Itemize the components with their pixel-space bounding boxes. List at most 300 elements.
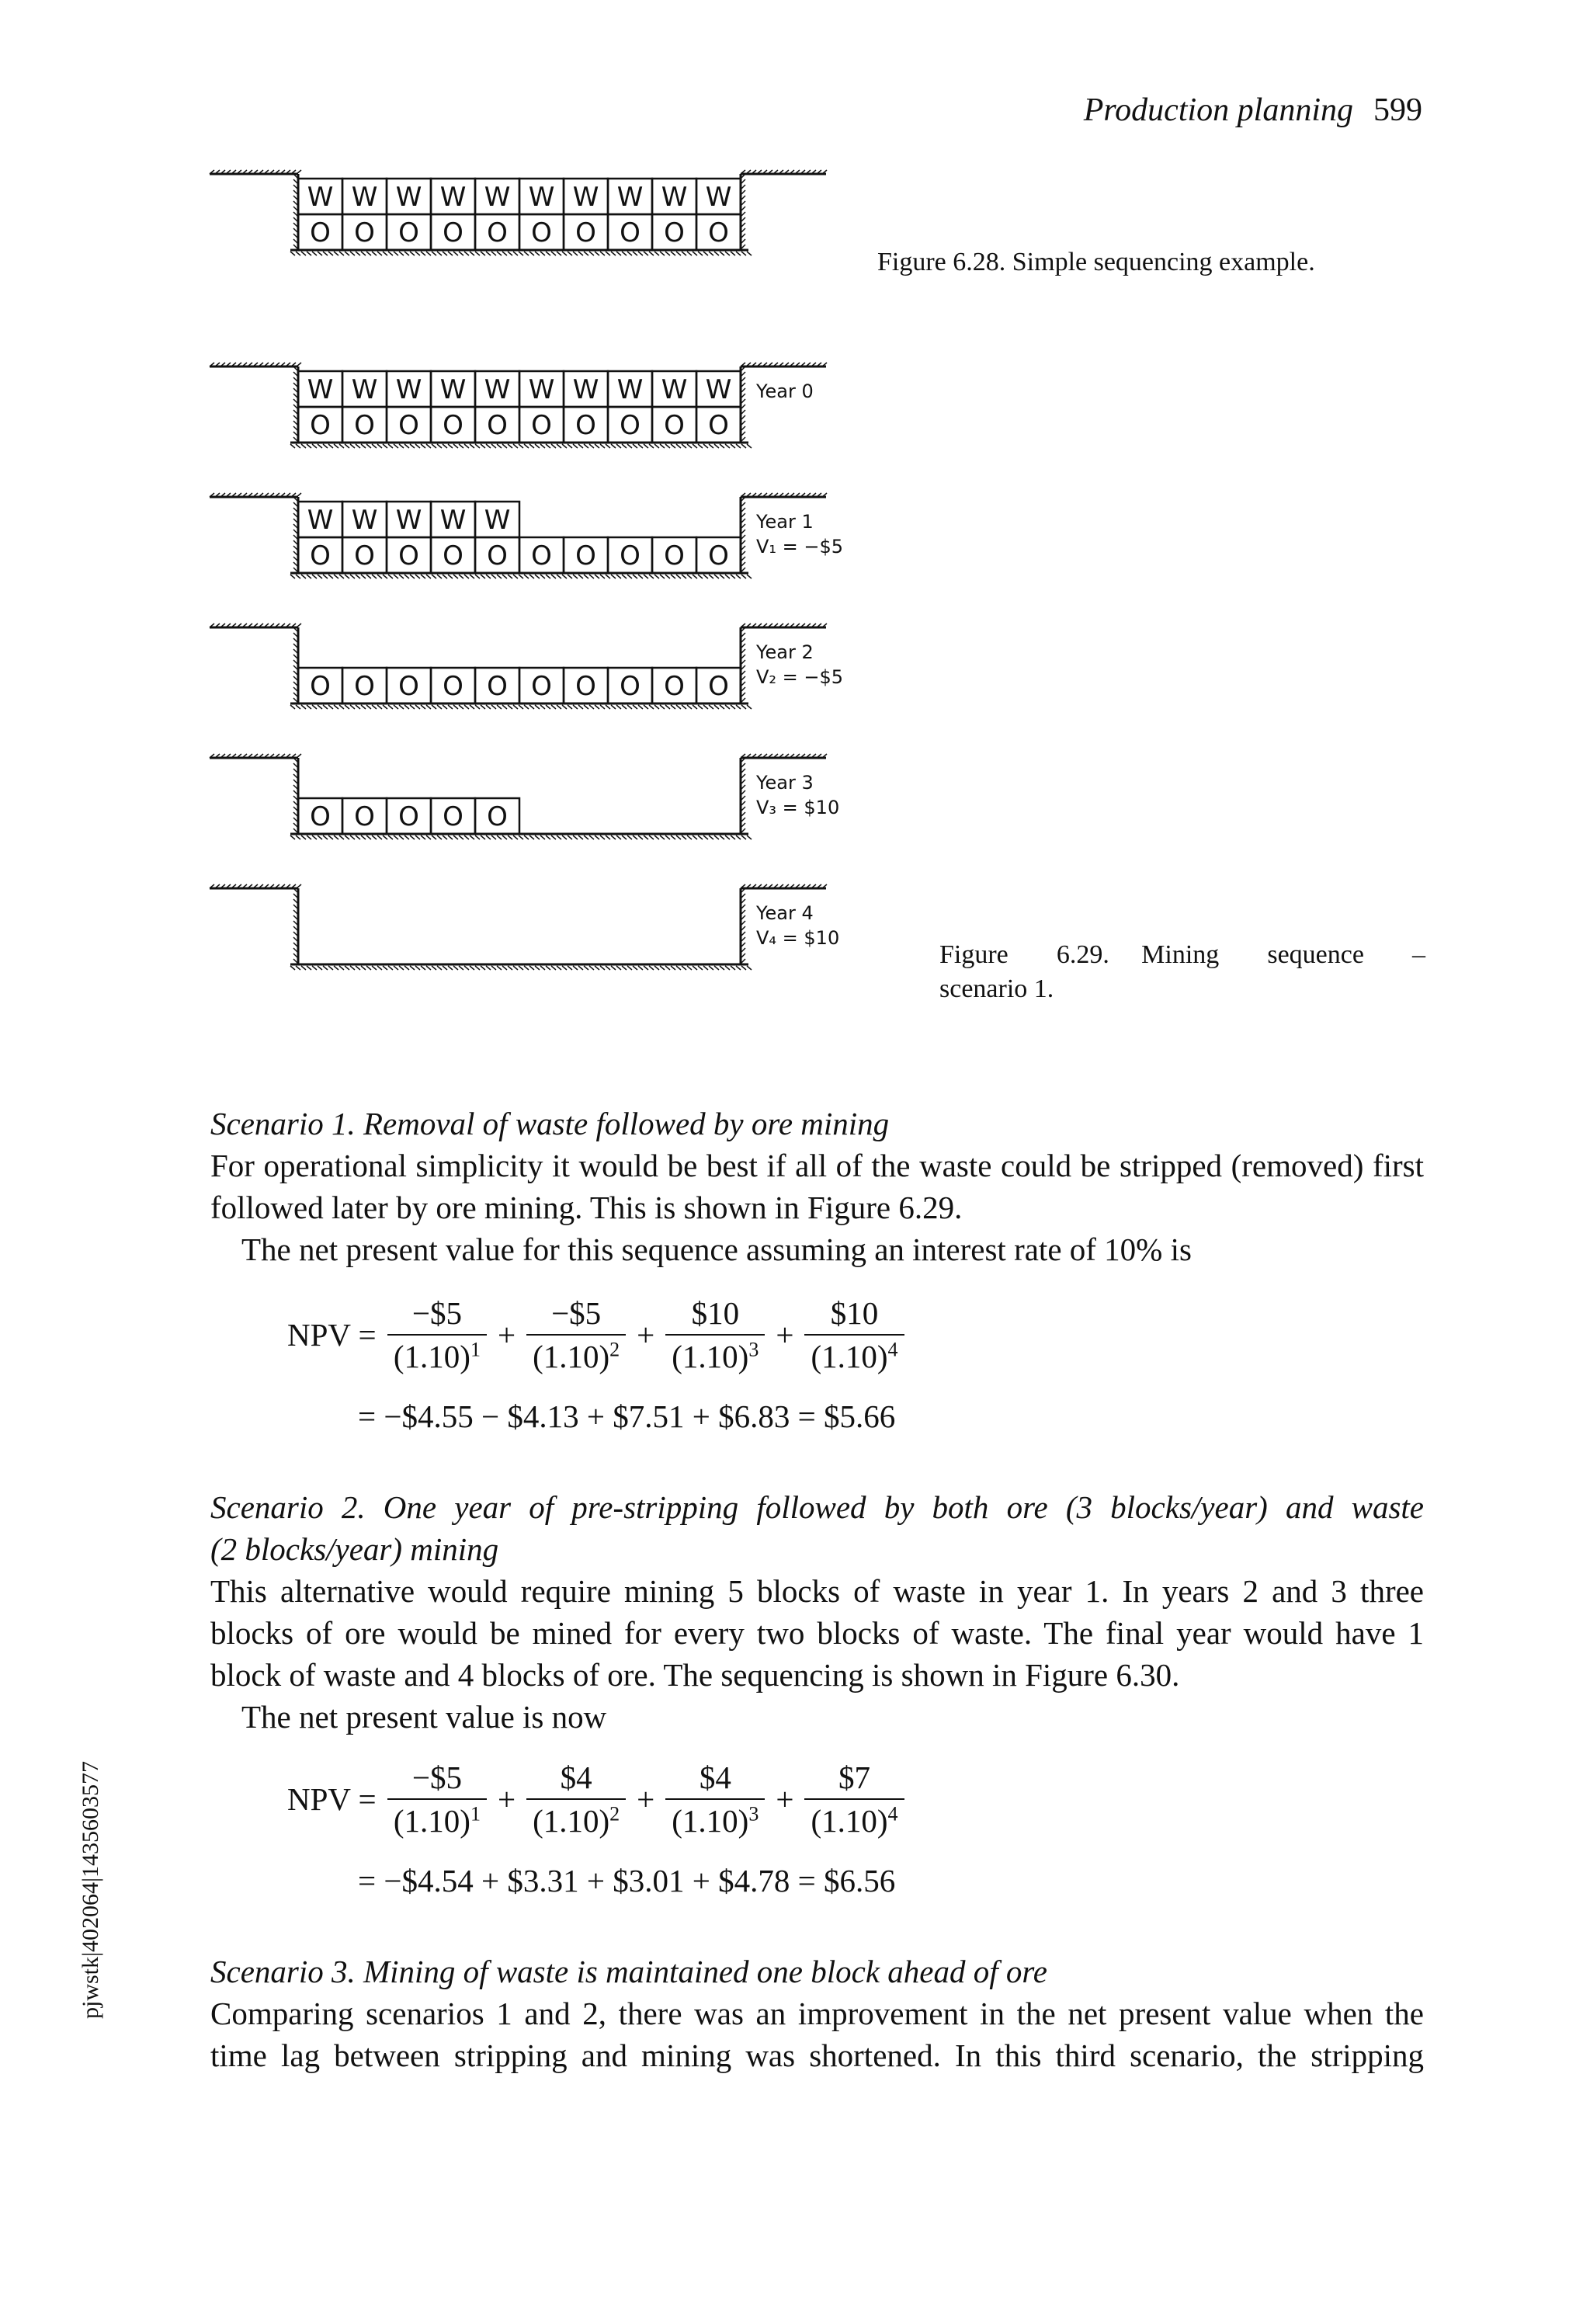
ground-hatch — [665, 575, 670, 578]
ground-hatch — [345, 444, 349, 448]
ore-block-label: O — [310, 801, 331, 832]
ground-hatch — [443, 966, 447, 970]
ground-hatch — [535, 444, 540, 448]
ground-hatch — [551, 252, 556, 255]
ground-hatch — [350, 444, 355, 448]
scenario-2-section — [210, 1486, 1424, 1738]
ground-hatch — [676, 966, 681, 970]
ground-hatch — [312, 835, 317, 839]
ground-hatch — [611, 575, 616, 578]
ground-hatch — [687, 705, 692, 709]
ground-hatch — [595, 575, 599, 578]
ground-hatch — [665, 835, 670, 839]
ground-hatch — [578, 705, 583, 709]
ore-block-label: O — [398, 410, 419, 441]
ground-hatch — [693, 575, 697, 578]
ground-hatch — [660, 575, 665, 578]
ground-hatch — [513, 966, 518, 970]
ground-hatch — [394, 252, 398, 255]
waste-block-label: W — [616, 182, 644, 213]
ground-hatch — [399, 575, 404, 578]
ground-hatch — [578, 835, 583, 839]
ground-hatch — [703, 252, 708, 255]
ground-hatch — [443, 705, 447, 709]
ground-hatch — [747, 705, 752, 709]
ground-hatch — [584, 835, 588, 839]
ground-hatch — [394, 966, 398, 970]
ground-hatch — [562, 252, 567, 255]
ground-hatch — [508, 575, 512, 578]
ground-hatch — [557, 575, 561, 578]
scenario-2-heading-line2: (2 blocks/year) mining — [210, 1531, 499, 1567]
figure-6-28-caption: Figure 6.28. Simple sequencing example. — [877, 248, 1315, 276]
ground-hatch — [600, 444, 605, 448]
ground-hatch — [399, 444, 404, 448]
ground-hatch — [584, 575, 588, 578]
ground-hatch — [546, 575, 550, 578]
ground-hatch — [741, 252, 746, 255]
ground-hatch — [741, 705, 746, 709]
ground-hatch — [459, 252, 463, 255]
ground-hatch — [301, 444, 306, 448]
npv-term-4: $\frac{\$7}{(1.10)^4}$ — [804, 1760, 904, 1839]
ore-block-label: O — [575, 540, 596, 571]
ground-hatch — [725, 444, 730, 448]
year-label: Year 1 — [756, 511, 814, 533]
ground-hatch — [633, 705, 637, 709]
ground-hatch — [741, 575, 746, 578]
ground-hatch — [562, 835, 567, 839]
waste-block-label: W — [395, 182, 422, 213]
ground-hatch — [307, 575, 311, 578]
ground-hatch — [334, 966, 338, 970]
waste-block-label: W — [705, 182, 732, 213]
ground-hatch — [350, 835, 355, 839]
ground-hatch — [611, 835, 616, 839]
ground-hatch — [687, 444, 692, 448]
ground-hatch — [600, 835, 605, 839]
waste-block-label: W — [307, 182, 334, 213]
ground-hatch — [448, 966, 453, 970]
ground-hatch — [508, 966, 512, 970]
ground-hatch — [470, 252, 474, 255]
ground-hatch — [297, 363, 301, 366]
ground-hatch — [649, 705, 654, 709]
ground-hatch — [508, 705, 512, 709]
ground-hatch — [578, 252, 583, 255]
ground-hatch — [388, 705, 393, 709]
waste-block-label: W — [705, 374, 732, 405]
ground-hatch — [573, 575, 578, 578]
ground-hatch — [654, 575, 659, 578]
ground-hatch — [665, 252, 670, 255]
ground-hatch — [540, 252, 545, 255]
ground-hatch — [497, 835, 502, 839]
figure-6-29-caption-line2: scenario 1. — [939, 974, 1054, 1003]
waste-block-label: W — [661, 374, 688, 405]
ground-hatch — [709, 705, 713, 709]
ground-hatch — [464, 444, 469, 448]
ground-hatch — [633, 835, 637, 839]
ground-hatch — [410, 705, 415, 709]
ore-block-label: O — [531, 671, 552, 702]
ground-hatch — [372, 705, 377, 709]
ground-hatch — [334, 835, 338, 839]
ground-hatch — [731, 966, 735, 970]
year-label: Year 2 — [756, 641, 814, 663]
ore-block-label: O — [354, 671, 375, 702]
ground-hatch — [633, 575, 637, 578]
ground-hatch — [345, 966, 349, 970]
ground-hatch — [703, 575, 708, 578]
ground-hatch — [437, 966, 442, 970]
ground-hatch — [486, 835, 491, 839]
ground-hatch — [290, 444, 295, 448]
ground-hatch — [345, 252, 349, 255]
ground-hatch — [720, 575, 724, 578]
ground-hatch — [654, 835, 659, 839]
ground-hatch — [443, 575, 447, 578]
waste-block-label: W — [616, 374, 644, 405]
ground-hatch — [475, 966, 480, 970]
waste-block-label: W — [439, 182, 467, 213]
ground-hatch — [464, 705, 469, 709]
ground-hatch — [470, 444, 474, 448]
side-watermark-code: pjwstk|402064|1435603577 — [78, 1760, 103, 2019]
ground-hatch — [736, 575, 741, 578]
ground-hatch — [437, 575, 442, 578]
ground-hatch — [671, 575, 675, 578]
ground-hatch — [589, 444, 594, 448]
waste-block-label: W — [484, 505, 511, 536]
ground-hatch — [600, 575, 605, 578]
ground-hatch — [731, 444, 735, 448]
ground-hatch — [573, 966, 578, 970]
ground-hatch — [296, 575, 300, 578]
ground-hatch — [475, 835, 480, 839]
ground-hatch — [491, 835, 496, 839]
ground-hatch — [502, 444, 507, 448]
ground-hatch — [356, 252, 360, 255]
ground-hatch — [741, 444, 746, 448]
ground-hatch — [682, 705, 686, 709]
ore-block-label: O — [664, 671, 685, 702]
ground-hatch — [356, 835, 360, 839]
ground-hatch — [600, 966, 605, 970]
figure-6-29-caption-line1: Figure 6.29. Mining sequence – — [939, 940, 1425, 969]
ground-hatch — [383, 575, 387, 578]
ground-hatch — [568, 835, 572, 839]
year-label: Year 3 — [756, 772, 814, 794]
ground-hatch — [747, 252, 752, 255]
ore-block-label: O — [310, 671, 331, 702]
ground-hatch — [519, 575, 523, 578]
ground-hatch — [415, 575, 420, 578]
ground-hatch — [307, 966, 311, 970]
ground-hatch — [589, 705, 594, 709]
ground-hatch — [356, 705, 360, 709]
ground-hatch — [497, 575, 502, 578]
ground-hatch — [497, 444, 502, 448]
ground-hatch — [394, 835, 398, 839]
ground-hatch — [491, 444, 496, 448]
ore-block-label: O — [487, 217, 508, 248]
ground-hatch — [459, 575, 463, 578]
ground-hatch — [606, 444, 610, 448]
year-value-label: V₂ = −$5 — [756, 666, 844, 688]
ground-hatch — [736, 444, 741, 448]
ground-hatch — [622, 966, 627, 970]
ground-hatch — [595, 835, 599, 839]
waste-block-label: W — [484, 182, 511, 213]
ground-hatch — [736, 252, 741, 255]
ground-hatch — [502, 252, 507, 255]
ground-hatch — [508, 835, 512, 839]
ground-hatch — [388, 444, 393, 448]
ground-hatch — [296, 252, 300, 255]
ground-hatch — [698, 835, 703, 839]
ground-hatch — [540, 575, 545, 578]
ground-hatch — [562, 966, 567, 970]
ground-hatch — [448, 835, 453, 839]
ground-hatch — [345, 835, 349, 839]
ore-block-label: O — [398, 217, 419, 248]
ground-hatch — [573, 835, 578, 839]
npv-label: NPV = — [287, 1317, 377, 1353]
ore-block-label: O — [310, 540, 331, 571]
ground-hatch — [584, 966, 588, 970]
scenario-3-paragraph: Comparing scenarios 1 and 2, there was an improvement in the net present value when the time lag between stripping and mining was shortened. In this third scenario, the stripping — [210, 1996, 1424, 2073]
ground-hatch — [361, 966, 366, 970]
scenario-2-heading-line1: Scenario 2. One year of pre-stripping followed by both ore (3 blocks/year) and waste — [210, 1489, 1424, 1525]
ground-hatch — [535, 966, 540, 970]
ground-hatch — [573, 252, 578, 255]
ground-hatch — [443, 252, 447, 255]
ground-hatch — [557, 966, 561, 970]
npv-term-3: $\frac{\$10}{(1.10)^3}$ — [665, 1295, 765, 1374]
ground-hatch — [399, 966, 404, 970]
ground-hatch — [399, 705, 404, 709]
ground-hatch — [301, 252, 306, 255]
ore-block-label: O — [354, 540, 375, 571]
ground-hatch — [568, 575, 572, 578]
ground-hatch — [388, 835, 393, 839]
ground-hatch — [725, 966, 730, 970]
ground-hatch — [720, 444, 724, 448]
ground-hatch — [600, 252, 605, 255]
ground-hatch — [676, 835, 681, 839]
ground-hatch — [459, 966, 463, 970]
ground-hatch — [529, 575, 534, 578]
ground-hatch — [687, 575, 692, 578]
ground-hatch — [410, 252, 415, 255]
ground-hatch — [540, 966, 545, 970]
waste-block-label: W — [528, 374, 555, 405]
ground-hatch — [693, 444, 697, 448]
ground-hatch — [437, 252, 442, 255]
npv-term-4: $\frac{\$10}{(1.10)^4}$ — [804, 1295, 904, 1374]
ground-hatch — [394, 444, 398, 448]
ground-hatch — [519, 252, 523, 255]
ore-block-label: O — [443, 217, 463, 248]
ore-block-label: O — [310, 410, 331, 441]
ground-hatch — [513, 835, 518, 839]
ground-hatch — [415, 705, 420, 709]
ore-block-label: O — [398, 671, 419, 702]
ground-hatch — [633, 444, 637, 448]
ground-hatch — [540, 835, 545, 839]
ground-hatch — [323, 444, 328, 448]
ground-hatch — [540, 444, 545, 448]
ground-hatch — [562, 705, 567, 709]
ground-hatch — [328, 575, 333, 578]
ore-block-label: O — [487, 540, 508, 571]
ground-hatch — [606, 575, 610, 578]
waste-block-label: W — [351, 505, 378, 536]
ore-block-label: O — [443, 671, 463, 702]
waste-block-label: W — [351, 182, 378, 213]
year-label: Year 4 — [756, 902, 814, 924]
ground-hatch — [497, 705, 502, 709]
ground-hatch — [611, 966, 616, 970]
ground-hatch — [660, 444, 665, 448]
ground-hatch — [470, 575, 474, 578]
ground-hatch — [432, 705, 436, 709]
ground-hatch — [470, 966, 474, 970]
ground-hatch — [546, 835, 550, 839]
ground-hatch — [660, 252, 665, 255]
ground-hatch — [736, 835, 741, 839]
ground-hatch — [627, 575, 632, 578]
ground-hatch — [297, 170, 301, 174]
ground-hatch — [622, 252, 627, 255]
ground-hatch — [312, 444, 317, 448]
ground-hatch — [714, 252, 719, 255]
ore-block-label: O — [398, 801, 419, 832]
ground-hatch — [513, 575, 518, 578]
ground-hatch — [383, 252, 387, 255]
ground-hatch — [627, 705, 632, 709]
npv-label: NPV = — [287, 1781, 377, 1817]
ground-hatch — [627, 966, 632, 970]
ground-hatch — [350, 575, 355, 578]
scenario-2-paragraph: This alternative would require mining 5 blocks of waste in year 1. In years 2 and 3 three blocks of ore would be mined for every two blocks of waste. The final year would have 1 block of waste and 4 blocks of ore. The sequencing is shown in Figure 6.30. — [210, 1573, 1424, 1693]
ground-hatch — [682, 444, 686, 448]
ground-hatch — [649, 444, 654, 448]
ground-hatch — [611, 705, 616, 709]
ore-block-label: O — [664, 217, 685, 248]
ground-hatch — [725, 575, 730, 578]
ground-hatch — [513, 252, 518, 255]
ground-hatch — [578, 575, 583, 578]
ground-hatch — [562, 575, 567, 578]
ore-block-label: O — [443, 540, 463, 571]
ground-hatch — [665, 705, 670, 709]
ground-hatch — [334, 444, 338, 448]
ground-hatch — [616, 444, 621, 448]
ground-hatch — [404, 835, 409, 839]
ground-hatch — [502, 705, 507, 709]
ground-hatch — [524, 252, 529, 255]
ground-hatch — [638, 835, 643, 839]
ground-hatch — [519, 966, 523, 970]
ground-hatch — [546, 705, 550, 709]
ground-hatch — [731, 835, 735, 839]
ground-hatch — [415, 252, 420, 255]
ground-hatch — [339, 835, 344, 839]
ground-hatch — [557, 444, 561, 448]
ground-hatch — [676, 705, 681, 709]
ground-hatch — [334, 575, 338, 578]
ground-hatch — [307, 252, 311, 255]
ground-hatch — [307, 444, 311, 448]
ore-block-label: O — [575, 671, 596, 702]
ground-hatch — [383, 835, 387, 839]
ground-hatch — [366, 444, 371, 448]
ground-hatch — [535, 835, 540, 839]
ore-block-label: O — [620, 671, 641, 702]
ground-hatch — [421, 705, 425, 709]
ground-hatch — [307, 835, 311, 839]
ground-hatch — [421, 835, 425, 839]
ground-hatch — [301, 966, 306, 970]
running-header — [1084, 92, 1422, 129]
ground-hatch — [290, 252, 295, 255]
ground-hatch — [290, 835, 295, 839]
ground-hatch — [372, 966, 377, 970]
ground-hatch — [616, 966, 621, 970]
ground-hatch — [644, 705, 648, 709]
ground-hatch — [616, 252, 621, 255]
ore-block-label: O — [620, 217, 641, 248]
ground-hatch — [356, 444, 360, 448]
ground-hatch — [584, 252, 588, 255]
ground-hatch — [731, 705, 735, 709]
ground-hatch — [350, 252, 355, 255]
ground-hatch — [432, 575, 436, 578]
ground-hatch — [502, 575, 507, 578]
ground-hatch — [491, 966, 496, 970]
ground-hatch — [557, 835, 561, 839]
ore-block-label: O — [443, 410, 463, 441]
ground-hatch — [584, 705, 588, 709]
ground-hatch — [660, 966, 665, 970]
ground-hatch — [731, 575, 735, 578]
ground-hatch — [687, 835, 692, 839]
ground-hatch — [665, 444, 670, 448]
ground-hatch — [361, 444, 366, 448]
ground-hatch — [323, 835, 328, 839]
scenario-1-paragraph: For operational simplicity it would be best if all of the waste could be stripped (removed) first followed later by ore mining. This is shown in Figure 6.29. — [210, 1148, 1424, 1225]
ground-hatch — [301, 835, 306, 839]
ground-hatch — [698, 705, 703, 709]
ground-hatch — [421, 444, 425, 448]
ground-hatch — [627, 444, 632, 448]
ground-hatch — [502, 966, 507, 970]
ground-hatch — [524, 444, 529, 448]
ground-hatch — [453, 252, 458, 255]
ground-hatch — [693, 252, 697, 255]
ground-hatch — [383, 705, 387, 709]
ground-hatch — [693, 835, 697, 839]
waste-block-label: W — [439, 505, 467, 536]
ground-hatch — [497, 966, 502, 970]
ground-hatch — [535, 252, 540, 255]
ground-hatch — [323, 252, 328, 255]
ground-hatch — [747, 835, 752, 839]
ground-hatch — [638, 705, 643, 709]
ground-hatch — [296, 966, 300, 970]
